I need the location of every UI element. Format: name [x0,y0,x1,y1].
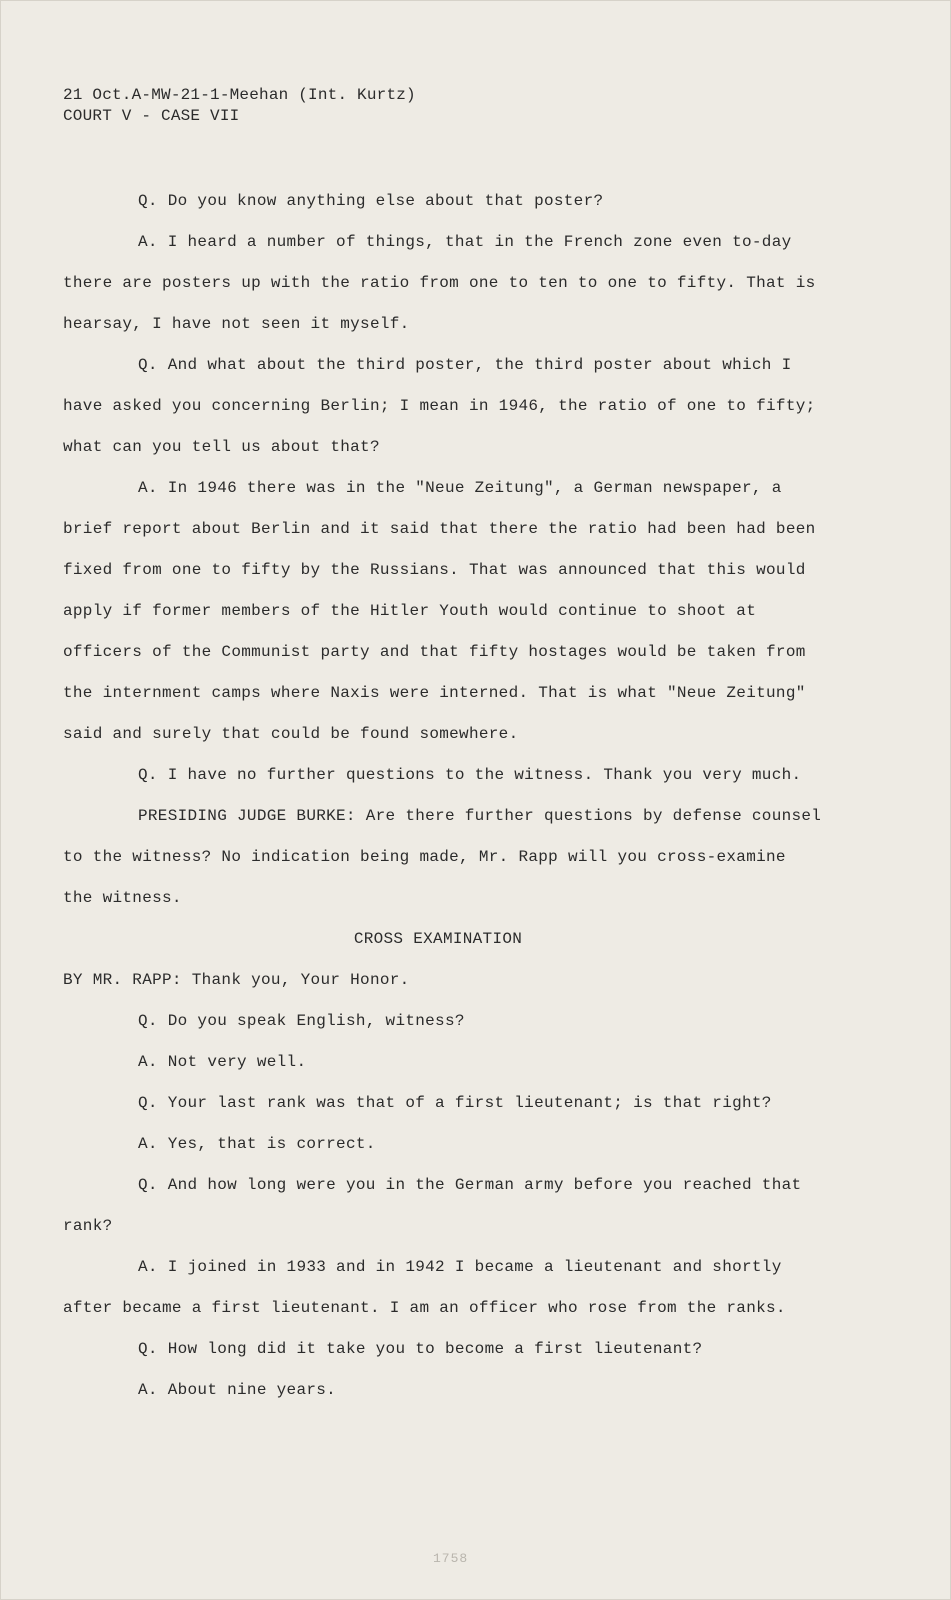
a-paragraph [63,468,823,755]
a-text: Not very well. [167,1053,307,1071]
a-paragraph [63,222,823,345]
q-marker: Q. [138,1176,158,1194]
a-paragraph [63,1370,823,1411]
page-header [63,85,416,127]
a-text: I joined in 1933 and in 1942 I became a lieutenant and shortly after became a first lieutenant. I am an officer who rose from the ranks. [63,1258,786,1317]
q-paragraph [63,1001,823,1042]
a-paragraph [63,1042,823,1083]
header-line-2: COURT V - CASE VII [63,107,240,125]
q-paragraph [63,755,823,796]
a-marker: A. [138,233,158,251]
header-line-1: 21 Oct.A-MW-21-1-Meehan (Int. Kurtz) [63,86,416,104]
q-paragraph [63,345,823,468]
q-text: Your last rank was that of a first lieutenant; is that right? [167,1094,772,1112]
a-text: I heard a number of things, that in the French zone even to-day there are posters up with the ratio from one to ten to one to fifty. That is hearsay, I have not seen it myself. [63,233,816,333]
a-paragraph [63,1124,823,1165]
q-marker: Q. [138,1340,158,1358]
q-text: Do you know anything else about that poster? [167,192,604,210]
transcript-body [63,181,823,1411]
q-text: How long did it take you to become a first lieutenant? [167,1340,703,1358]
a-text: Yes, that is correct. [167,1135,376,1153]
judge-paragraph [63,796,823,919]
a-marker: A. [138,479,158,497]
q-marker: Q. [138,356,158,374]
q-marker: Q. [138,1012,158,1030]
q-text: And how long were you in the German army before you reached that rank? [63,1176,802,1235]
q-text: Do you speak English, witness? [167,1012,465,1030]
q-text: I have no further questions to the witness. Thank you very much. [167,766,802,784]
q-paragraph [63,1165,823,1247]
a-marker: A. [138,1135,158,1153]
q-paragraph [63,1329,823,1370]
a-text: About nine years. [167,1381,337,1399]
q-text: And what about the third poster, the third poster about which I have asked you concerning Berlin; I mean in 1946, the ratio of one to fifty; what can you tell us about that? [63,356,816,456]
q-marker: Q. [138,192,158,210]
a-marker: A. [138,1258,158,1276]
q-marker: Q. [138,766,158,784]
q-paragraph [63,181,823,222]
judge-text: PRESIDING JUDGE BURKE: Are there further questions by defense counsel to the witness? No indication being made, Mr. Rapp will you cross-examine the witness. [63,807,822,907]
a-paragraph [63,1247,823,1329]
a-text: In 1946 there was in the "Neue Zeitung", a German newspaper, a brief report about Berlin and it said that there the ratio had been had been fixed from one to fifty by the Russians. That was announced that this would apply if former members of the Hitler Youth would continue to shoot at officers of the Communist party and that fifty hostages would be taken from the internment camps where Naxis were interned. That is what "Neue Zeitung" said and surely that could be found somewhere. [63,479,816,743]
cross-examination-heading: CROSS EXAMINATION [353,930,523,948]
a-marker: A. [138,1381,158,1399]
by-line: BY MR. RAPP: Thank you, Your Honor. [63,971,410,989]
q-paragraph [63,1083,823,1124]
page-number: 1758 [433,1551,469,1566]
q-marker: Q. [138,1094,158,1112]
a-marker: A. [138,1053,158,1071]
